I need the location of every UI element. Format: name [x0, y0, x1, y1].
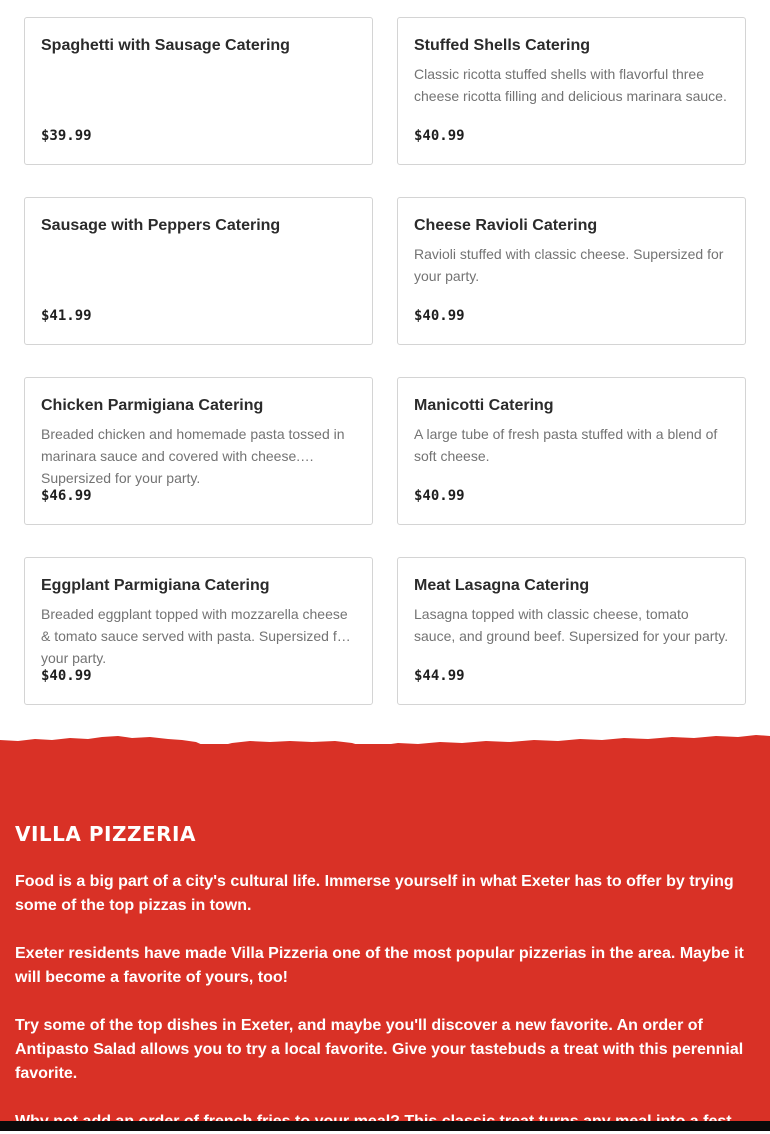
- torn-paper-edge: [0, 732, 770, 756]
- menu-item-card[interactable]: [24, 557, 373, 705]
- brand-name: VILLA PIZZERIA: [15, 822, 196, 846]
- menu-item-title: Meat Lasagna Catering: [414, 577, 590, 594]
- menu-item-price: $44.99: [414, 668, 465, 684]
- footer-paragraph: Try some of the top dishes in Exeter, and maybe you'll discover a new favorite. An order of Antipasto Salad allows you to try a local favorite. Give your tastebuds a treat with this perennial favorite.: [15, 1017, 744, 1082]
- menu-item-description: Classic ricotta stuffed shells with flavorful three cheese ricotta filling and delicious marinara sauce.: [414, 66, 727, 104]
- menu-item-card[interactable]: [397, 197, 746, 345]
- menu-item-price: $40.99: [414, 488, 465, 504]
- bottom-bar: [0, 1121, 770, 1131]
- menu-item-price: $39.99: [41, 128, 92, 144]
- menu-item-title: Spaghetti with Sausage Catering: [41, 37, 290, 54]
- footer-paragraph: Food is a big part of a city's cultural life. Immerse yourself in what Exeter has to offer by trying some of the top pizzas in town.: [15, 873, 734, 914]
- footer-content: [15, 822, 760, 1134]
- menu-item-title: Chicken Parmigiana Catering: [41, 397, 264, 414]
- menu-item-description: Breaded eggplant topped with mozzarella cheese & tomato sauce served with pasta. Supersized for your party.: [41, 606, 350, 666]
- menu-item-card[interactable]: [24, 377, 373, 525]
- footer-paragraph: Exeter residents have made Villa Pizzeria one of the most popular pizzerias in the area. Maybe it will become a favorite of yours, too!: [15, 945, 744, 986]
- menu-item-description: Ravioli stuffed with classic cheese. Supersized for your party.: [414, 246, 724, 284]
- menu-item-title: Sausage with Peppers Catering: [41, 217, 281, 234]
- menu-item-card[interactable]: [24, 17, 373, 165]
- menu-item-price: $40.99: [414, 128, 465, 144]
- menu-item-title: Stuffed Shells Catering: [414, 37, 591, 54]
- site-footer: [0, 744, 770, 1131]
- menu-item-card[interactable]: [397, 17, 746, 165]
- menu-item-title: Eggplant Parmigiana Catering: [41, 577, 270, 594]
- menu-item-card[interactable]: [397, 557, 746, 705]
- menu-item-card[interactable]: [397, 377, 746, 525]
- menu-item-card[interactable]: [24, 197, 373, 345]
- menu-item-description: A large tube of fresh pasta stuffed with a blend of soft cheese.: [414, 426, 718, 464]
- menu-item-price: $46.99: [41, 488, 92, 504]
- menu-item-description: Lasagna topped with classic cheese, tomato sauce, and ground beef. Supersized for your party.: [414, 606, 729, 644]
- menu-item-description: Breaded chicken and homemade pasta tossed in marinara sauce and covered with cheese. Supersized for your party.: [41, 426, 345, 486]
- menu-item-price: $40.99: [414, 308, 465, 324]
- menu-item-price: $41.99: [41, 308, 92, 324]
- menu-item-price: $40.99: [41, 668, 92, 684]
- menu-item-title: Cheese Ravioli Catering: [414, 217, 598, 234]
- menu-item-title: Manicotti Catering: [414, 397, 554, 414]
